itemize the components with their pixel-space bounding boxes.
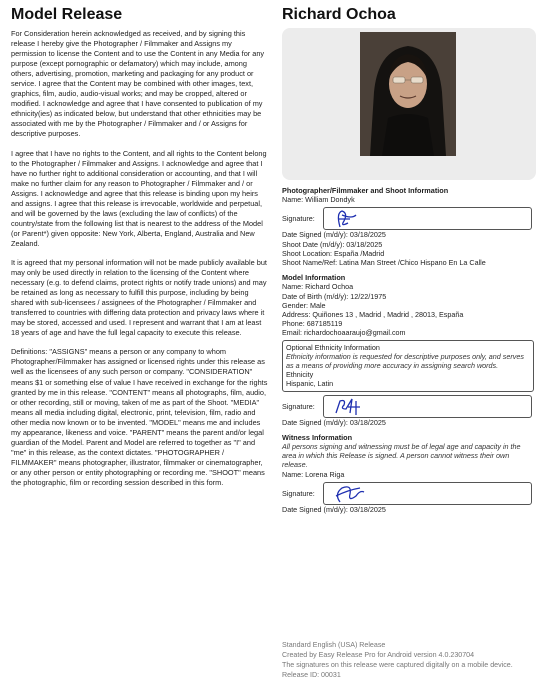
model-name-title: Richard Ochoa (282, 6, 396, 23)
signature-scribble-icon (330, 209, 370, 229)
footer-release-id: Release ID: 00031 (282, 671, 341, 679)
signature-label: Signature: (282, 401, 315, 411)
model-photo (360, 32, 456, 156)
shoot-name: Shoot Name/Ref: Latina Man Street /Chico Hispano En La Calle (282, 258, 486, 268)
ethnicity-value: Hispanic, Latin (286, 379, 334, 389)
model-info-column (282, 5, 534, 514)
footer-capture-note: The signatures on this release were captured digitally on a mobile device. (282, 661, 513, 669)
photographer-section-title: Photographer/Filmmaker and Shoot Information (282, 186, 449, 195)
model-name: Name: Richard Ochoa (282, 282, 354, 292)
release-paragraph: It is agreed that my personal information will not be made publicly available but may only be used directly in relation to the licensing of the Content where necessary (e.g. to defend claims, protect rights or notify trade unions) and may be retained as long as necessary to fulfill this purpose, including by being shared with sub-licensees / assignees of the Photographer / Filmmaker and transferred to countries with differing data protection and privacy laws where it may be stored, accessed and used. I represent and warrant that I am at least 18 years of age and have the full legal capacity to execute this release. (11, 257, 267, 338)
photographer-section (282, 186, 534, 267)
model-address: Address: Quiñones 13 , Madrid , Madrid , 28013, España (282, 310, 464, 320)
photographer-signature-row (282, 207, 534, 230)
witness-signature-row (282, 482, 534, 505)
signature-scribble-icon (330, 397, 370, 417)
shoot-location: Shoot Location: España /Madrid (282, 248, 385, 258)
ethnicity-note: Ethnicity information is requested for descriptive purposes only, and serves as a means of providing more accuracy in assigning search words. (286, 351, 524, 371)
signature-label: Signature: (282, 214, 315, 224)
signature-label: Signature: (282, 488, 315, 498)
witness-signature (323, 482, 532, 505)
witness-name: Name: Lorena Riga (282, 469, 345, 479)
release-paragraph: Definitions: "ASSIGNS" means a person or any company to whom Photographer/Filmmaker has assigned or licensed rights under this release as well as the licensees of any such person or company. "CONSIDERATION" means $1 or something else of value I have received in exchange for the rights granted by me in this release. "CONTENT" means all photographs, film, audio, or other recording, still or moving, taken of me as part of the Shoot. "MEDIA" means all media including digital, electronic, print, television, film, radio and other media now known or to be invented. "MODEL" means me and includes my appearance, likeness and voice. "PARENT" means the parent and/or legal guardian of the Model. Parent and Model are referred to together as "I" and "me" in this release, as the context dictates. "PHOTOGRAPHER / FILMMAKER" means photographer, illustrator, filmmaker or cinematographer, or any other person or entity photographing or recording me. "SHOOT" means the photographic, film or recording session described in this form. (11, 347, 268, 487)
witness-section-title: Witness Information (282, 432, 353, 442)
model-signature (323, 395, 532, 418)
model-section (282, 273, 534, 427)
shoot-date: Shoot Date (m/d/y): 03/18/2025 (282, 239, 383, 249)
model-section-title: Model Information (282, 273, 346, 283)
model-date-signed: Date Signed (m/d/y): 03/18/2025 (282, 417, 386, 427)
footer-language: Standard English (USA) Release (282, 641, 386, 649)
model-signature-row (282, 395, 534, 418)
release-body (11, 29, 269, 488)
model-dob: Date of Birth (m/d/y): 12/22/1975 (282, 291, 387, 301)
release-paragraph: I agree that I have no rights to the Content, and all rights to the Content belong to the Photographer / Filmmaker and Assigns. I acknowledge and agree that I have no further right to additional consideration or accounting, and that I will make no further claim for any reason to Photographer / Filmmaker and / or Assigns. I acknowledge and agree that this release is binding upon my heirs and assigns. I agree that this release is irrevocable, worldwide and perpetual, and will be governed by the laws (excluding the law of conflicts) of the country/state from the following list that is nearest to the address of the Model (or Parent*) given opposite: New York, Alberta, England, Australia and New Zealand. (11, 148, 267, 248)
release-text-column (11, 5, 269, 497)
model-email: Email: richardochoaaraujo@gmail.com (282, 328, 406, 338)
photographer-signature (323, 207, 532, 230)
model-gender: Gender: Male (282, 300, 326, 310)
ethnicity-title: Optional Ethnicity Information (286, 342, 380, 352)
footer-created-by: Created by Easy Release Pro for Android version 4.0.230704 (282, 651, 475, 659)
ethnicity-label: Ethnicity (286, 370, 314, 380)
photographer-name: Name: William Dondyk (282, 195, 355, 205)
witness-section (282, 433, 534, 514)
photographer-date-signed: Date Signed (m/d/y): 03/18/2025 (282, 230, 386, 240)
signature-scribble-icon (330, 484, 370, 504)
model-photo-frame (282, 28, 536, 180)
witness-note: All persons signing and witnessing must be of legal age and capacity in the area in which this Release is signed. A person cannot witness their own release. (282, 442, 521, 470)
ethnicity-box (282, 340, 534, 392)
page-title: Model Release (11, 6, 123, 23)
model-phone: Phone: 687185119 (282, 319, 343, 329)
release-footer (282, 640, 537, 680)
release-paragraph: For Consideration herein acknowledged as received, and by signing this release I hereby give the Photographer / Filmmaker and Assigns my permission to license the Content and to use the Content in any Media for any purpose (except pornographic or defamatory) which may include, among others, advertising, promotion, marketing and packaging for any product or service. I agree that the Content may be combined with other images, text, graphics, film, audio, audio-visual works; and may be cropped, altered or modified. I acknowledge and agree that I have consented to publication of my ethnicity(ies) as indicated below, but understand that other ethnicities may be associated with me by the Photographer / Filmmaker and / or Assigns for descriptive purposes. (11, 29, 265, 139)
witness-date-signed: Date Signed (m/d/y): 03/18/2025 (282, 504, 386, 514)
